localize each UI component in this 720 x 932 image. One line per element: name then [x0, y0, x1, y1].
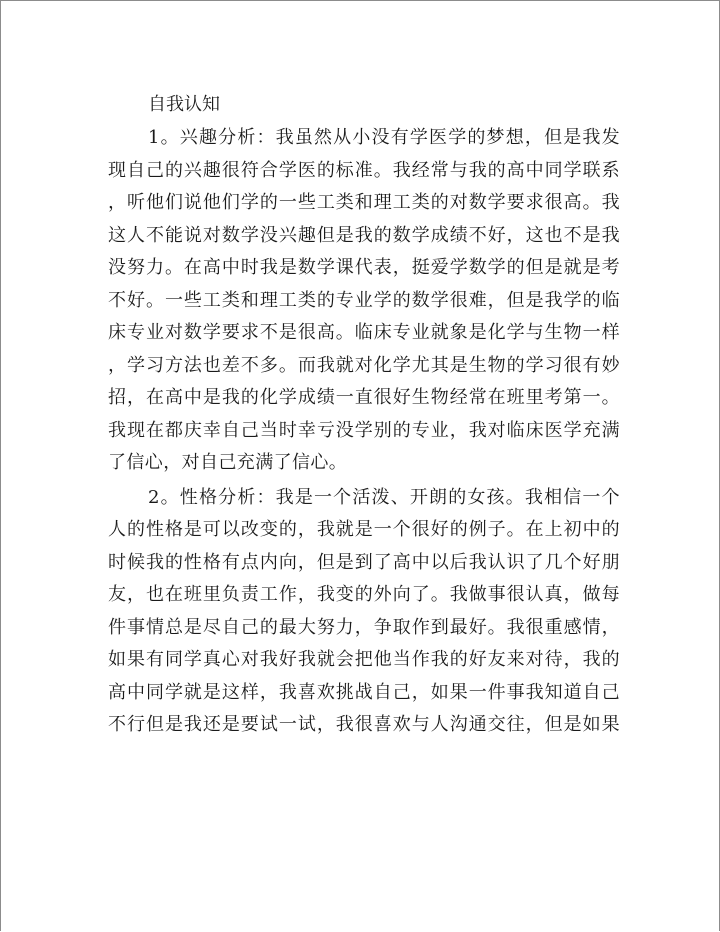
paragraph-personality-analysis: [108, 482, 620, 742]
text-line: 我现在都庆幸自己当时幸亏没学别的专业，我对临床医学充满: [108, 419, 620, 441]
text-line: 如果有同学真心对我好我就会把他当作我的好友来对待，我的: [108, 649, 620, 670]
text-line: 2。性格分析：我是一个活泼、开朗的女孩。我相信一个: [148, 486, 620, 508]
text-line: 了信心，对自己充满了信心。: [108, 452, 348, 473]
text-line: 件事情总是尽自己的最大努力，争取作到最好。我很重感情，: [108, 616, 620, 638]
text-line: ，听他们说他们学的一些工类和理工类的对数学要求很高。我: [108, 192, 620, 213]
text-line: 不好。一些工类和理工类的专业学的数学很难，但是我学的临: [108, 289, 620, 311]
text-line: 时候我的性格有点内向，但是到了高中以后我认识了几个好朋: [108, 551, 620, 573]
text-line: 人的性格是可以改变的，我就是一个很好的例子。在上初中的: [108, 519, 620, 540]
text-line: ，学习方法也差不多。而我就对化学尤其是生物的学习很有妙: [108, 354, 620, 376]
document-heading: 自我认知: [148, 94, 220, 115]
text-line: 招，在高中是我的化学成绩一直很好生物经常在班里考第一。: [108, 387, 620, 408]
text-line: 不行但是我还是要试一试，我很喜欢与人沟通交往，但是如果: [108, 714, 620, 735]
text-line: 高中同学就是这样，我喜欢挑战自己，如果一件事我知道自己: [108, 681, 620, 703]
document-body: [108, 88, 620, 742]
text-line: 没努力。在高中时我是数学课代表，挺爱学数学的但是就是考: [108, 257, 620, 278]
text-line: 1。兴趣分析：我虽然从小没有学医学的梦想，但是我发: [148, 127, 620, 148]
paragraph-interest-analysis: [108, 122, 620, 480]
text-line: 友，也在班里负责工作，我变的外向了。我做事很认真，做每: [108, 584, 620, 605]
text-line: 床专业对数学要求不是很高。临床专业就象是化学与生物一样: [108, 322, 620, 343]
text-line: 这人不能说对数学没兴趣但是我的数学成绩不好，这也不是我: [108, 224, 620, 246]
text-line: 现自己的兴趣很符合学医的标准。我经常与我的高中同学联系: [108, 159, 620, 181]
